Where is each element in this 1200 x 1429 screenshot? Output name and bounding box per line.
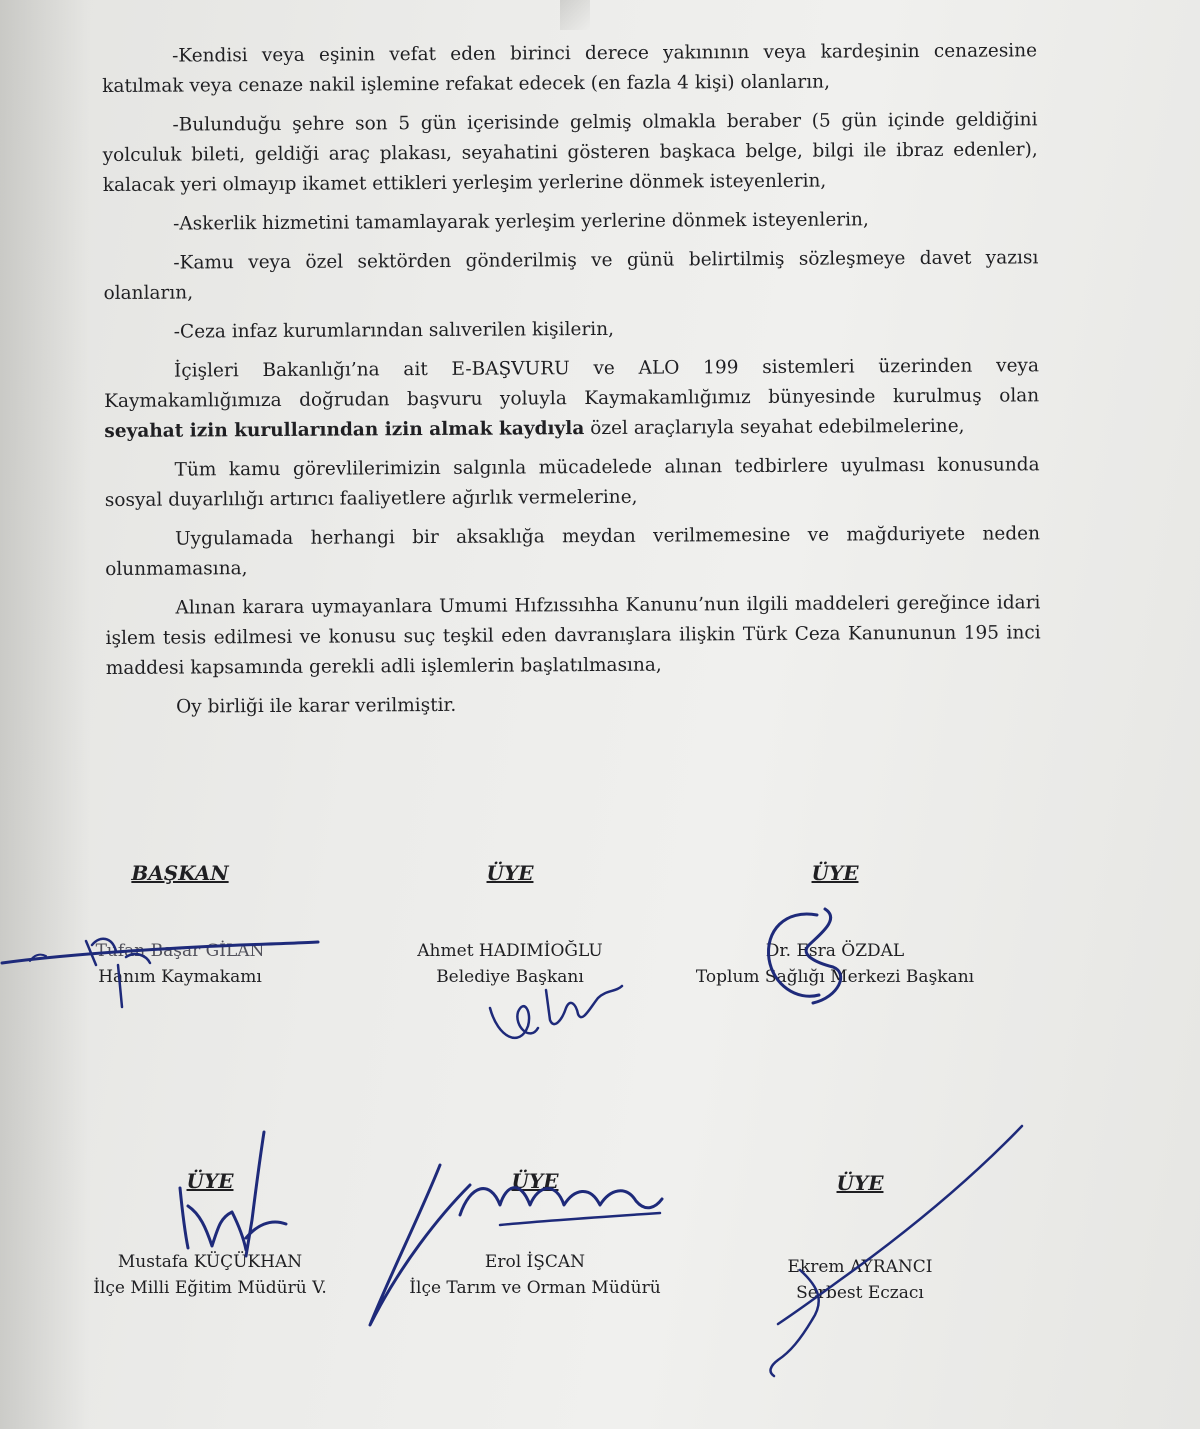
e-basvuru-text-end: özel araçlarıyla seyahat edebilmelerine, xyxy=(584,415,965,440)
paragraph-unanimous: Oy birliği ile karar verilmiştir. xyxy=(175,694,457,718)
paragraph-released-prisoners: -Ceza infaz kurumlarından salıverilen kişilerin, xyxy=(173,318,615,343)
signature-name: Erol İŞCAN xyxy=(484,1252,586,1272)
page-shadow xyxy=(0,0,90,1429)
signature-name: Tufan Başar GİLAN xyxy=(95,941,265,961)
signature-role: Serbest Eczacı xyxy=(796,1283,924,1303)
signature-role: İlçe Milli Eğitim Müdürü V. xyxy=(93,1278,327,1298)
handwritten-signature-health-center xyxy=(755,905,865,1015)
paragraph-military: -Askerlik hizmetini tamamlayarak yerleşim yerlerine dönmek isteyenlerin, xyxy=(173,209,869,235)
signature-role: İlçe Tarım ve Orman Müdürü xyxy=(409,1278,661,1298)
paragraph-funeral: -Kendisi veya eşinin vefat eden birinci derece yakınının veya kardeşinin cenazesine katılmak veya cenaze nakil işlemine refakat edecek (en fazla 4 kişi) olanların, xyxy=(102,40,1038,97)
handwritten-signature-education xyxy=(160,1128,300,1268)
paragraph-return-home: -Bulunduğu şehre son 5 gün içerisinde gelmiş olmakla beraber (5 gün içinde geldiğini yolculuk bileti, geldiği araç plakası, seyahatini gösteren başkaca belge, bilgi ile ibraz edenler), kalacak yeri olmayıp ikamet ettikleri yerleşim yerlerine dönmek isteyenlerin, xyxy=(102,109,1038,196)
paragraph-penalties: Alınan karara uymayanlara Umumi Hıfzıssıhha Kanunu’nun ilgili maddeleri gereğince idari işlem tesis edilmesi ve konusu suç teşkil eden davranışlara ilişkin Türk Ceza Kanununun 195 inci maddesi kapsamında gerekli adli işlemlerin başlatılmasına, xyxy=(105,592,1041,679)
signature-role: Belediye Başkanı xyxy=(436,967,584,987)
handwritten-signature-pharmacist xyxy=(760,1120,1040,1380)
decision-text xyxy=(102,36,1041,732)
handwritten-signature-president xyxy=(0,925,330,1015)
page-fold xyxy=(560,0,590,30)
signature-title: ÜYE xyxy=(186,1169,234,1193)
signature-title: ÜYE xyxy=(811,861,859,885)
signature-name: Ekrem AYRANCI xyxy=(787,1257,933,1277)
handwritten-signature-mayor xyxy=(480,968,640,1058)
signature-name: Mustafa KÜÇÜKHAN xyxy=(117,1252,303,1272)
signature-role: Hanım Kaymakamı xyxy=(98,967,262,987)
signature-title: ÜYE xyxy=(836,1171,884,1195)
signature-title: BAŞKAN xyxy=(131,861,229,885)
paragraph-no-disruption: Uygulamada herhangi bir aksaklığa meydan verilmemesine ve mağduriyete neden olunmamasına, xyxy=(105,523,1041,580)
signature-title: ÜYE xyxy=(511,1169,559,1193)
paragraph-contract-invite: -Kamu veya özel sektörden gönderilmiş ve günü belirtilmiş sözleşmeye davet yazısı olanların, xyxy=(103,247,1039,304)
e-basvuru-text-bold: seyahat izin kurullarından izin almak kaydıyla xyxy=(104,418,585,442)
signature-name: Dr. Esra ÖZDAL xyxy=(765,941,905,961)
signature-name: Ahmet HADIMİOĞLU xyxy=(417,941,603,961)
handwritten-signature-agriculture xyxy=(360,1155,670,1335)
signature-role: Toplum Sağlığı Merkezi Başkanı xyxy=(695,967,975,987)
paragraph-e-basvuru xyxy=(104,351,1040,447)
signature-title: ÜYE xyxy=(486,861,534,885)
paragraph-public-officials: Tüm kamu görevlilerimizin salgınla mücadelede alınan tedbirlere uyulması konusunda sosyal duyarlılığı artırıcı faaliyetlere ağırlık vermelerine, xyxy=(104,454,1040,511)
e-basvuru-text-start: İçişleri Bakanlığı’na ait E-BAŞVURU ve ALO 199 sistemleri üzerinden veya Kaymakamlığımıza doğrudan başvuru yoluyla Kaymakamlığımız bünyesinde kurulmuş olan xyxy=(104,355,1040,412)
